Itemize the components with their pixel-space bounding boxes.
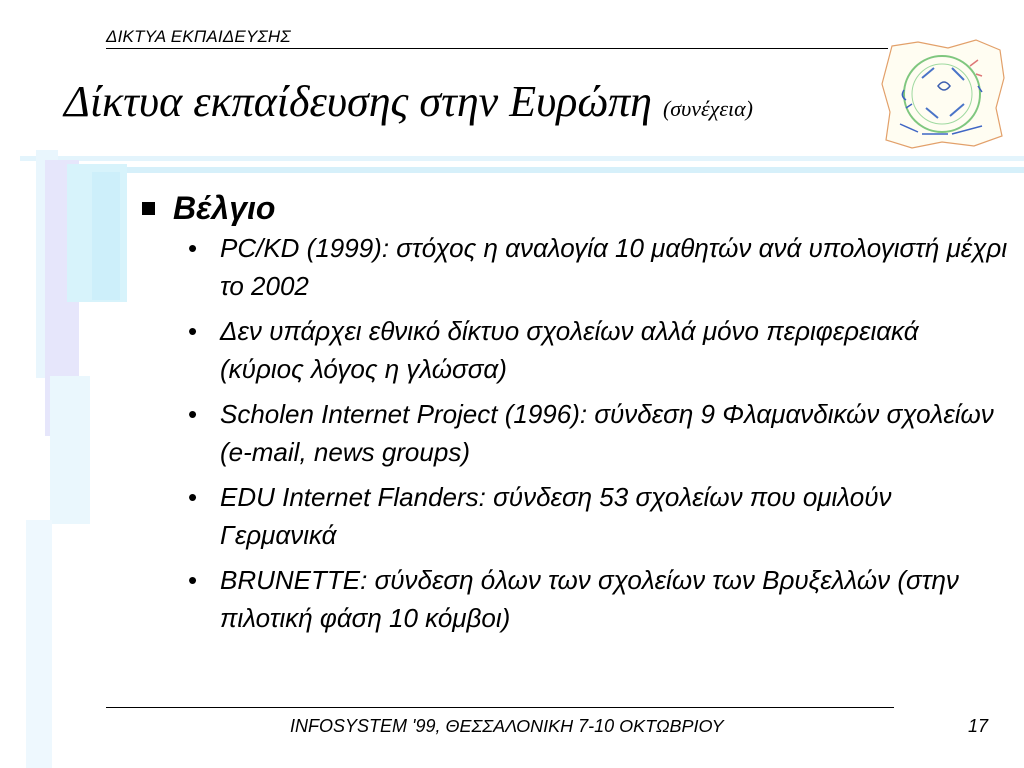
list-item: [138, 229, 1008, 305]
section-heading: [138, 190, 1008, 227]
section-heading-text: Βέλγιο: [173, 190, 276, 226]
background-stripe: [20, 156, 1024, 161]
slide-header: ΔΙΚΤΥΑ ΕΚΠΑΙΔΕΥΣΗΣ: [106, 27, 291, 46]
list-item-text: Scholen Internet Project (1996): σύνδεση 9 Φλαμανδικών σχολείων (e-mail, news groups): [220, 399, 994, 467]
list-item-text: Δεν υπάρχει εθνικό δίκτυο σχολείων αλλά μόνο περιφερειακά (κύριος λόγος η γλώσσα): [220, 316, 919, 384]
background-stripe: [40, 167, 1024, 173]
bullet-dot-icon: •: [188, 482, 198, 512]
background-bar: [26, 520, 52, 768]
page-number: 17: [968, 716, 989, 736]
background-bar: [92, 172, 120, 300]
bullet-dot-icon: •: [188, 233, 198, 263]
background-bar: [50, 376, 90, 524]
conference-logo-icon: [878, 38, 1008, 150]
slide-title: [64, 76, 753, 127]
slide-body: [138, 190, 1008, 644]
list-item-text: EDU Internet Flanders: σύνδεση 53 σχολείων που ομιλούν Γερμανικά: [220, 482, 892, 550]
list-item: [138, 561, 1008, 637]
list-item-text: PC/KD (1999): στόχος η αναλογία 10 μαθητών ανά υπολογιστή μέχρι το 2002: [220, 233, 1008, 301]
bullet-list: [138, 229, 1008, 637]
bullet-dot-icon: •: [188, 316, 198, 346]
list-item: [138, 312, 1008, 388]
title-sub: (συνέχεια): [662, 96, 754, 121]
title-main: Δίκτυα εκπαίδευσης στην Ευρώπη: [64, 77, 652, 126]
footer-divider: [106, 707, 894, 708]
bullet-dot-icon: •: [188, 565, 198, 595]
list-item: [138, 395, 1008, 471]
square-bullet-icon: [142, 202, 155, 215]
list-item: [138, 478, 1008, 554]
footer-text: INFOSYSTEM '99, ΘΕΣΣΑΛΟΝΙΚΗ 7-10 ΟΚΤΩΒΡΙΟΥ: [290, 716, 724, 736]
list-item-text: BRUNETTE: σύνδεση όλων των σχολείων των Βρυξελλών (στην πιλοτική φάση 10 κόμβοι): [220, 565, 959, 633]
header-divider: [106, 48, 888, 49]
bullet-dot-icon: •: [188, 399, 198, 429]
